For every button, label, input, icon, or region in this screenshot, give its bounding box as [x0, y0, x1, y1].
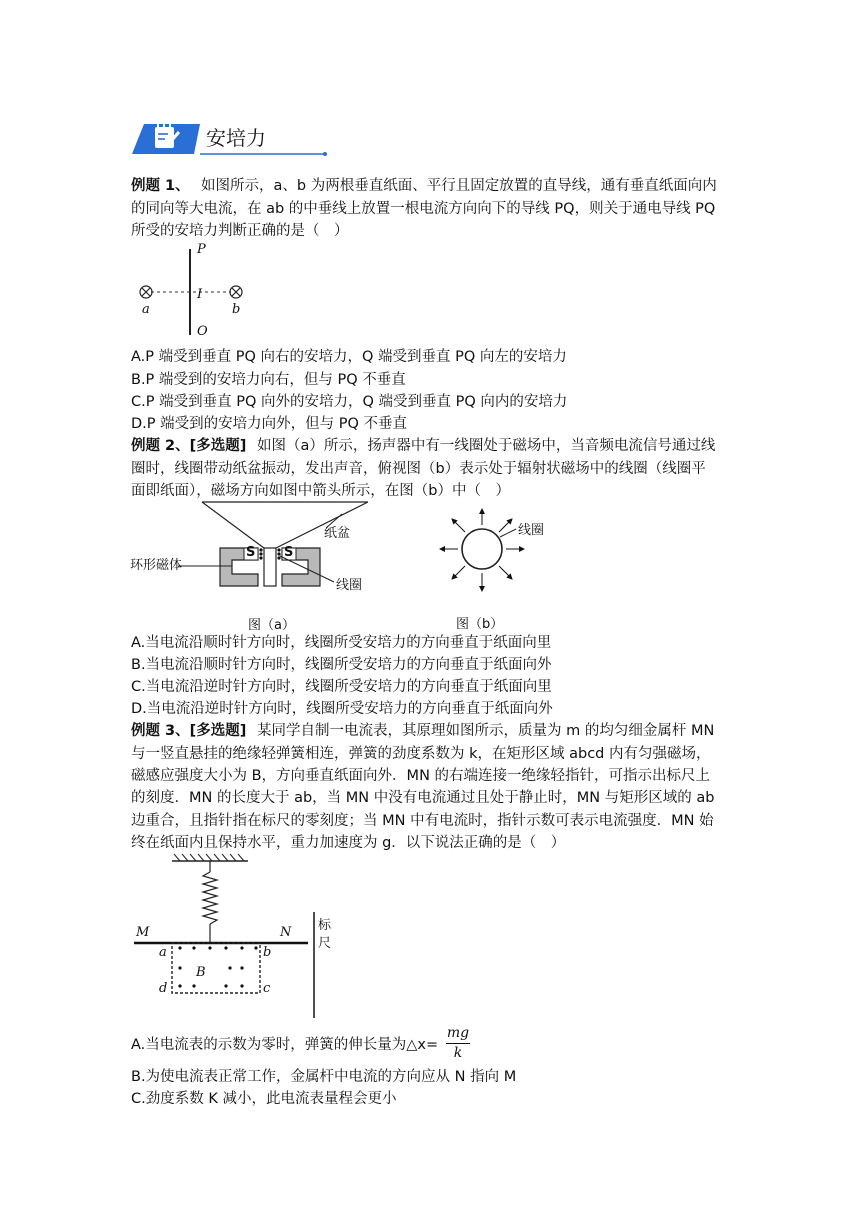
- section-title: 安培力: [206, 126, 266, 150]
- question-text-line: 磁感应强度大小为 B，方向垂直纸面向外．MN 的右端连接一绝缘轻指针，可指示出标尺上: [131, 768, 711, 784]
- q1-figure: [131, 242, 249, 340]
- fraction-denominator: k: [453, 1045, 463, 1061]
- point-p-label: P: [197, 242, 206, 257]
- question-text-line: 与一竖直悬挂的绝缘轻弹簧相连，弹簧的劲度系数为 k，在矩形区域 abcd 内有匀强磁场，: [131, 746, 711, 762]
- point-q-label: O: [197, 324, 208, 339]
- option-b[interactable]: B.P 端受到的安培力向右，但与 PQ 不垂直: [131, 372, 406, 388]
- question-label: 例题 3、[多选题]: [131, 723, 247, 739]
- option-c[interactable]: C.P 端受到垂直 PQ 向外的安培力，Q 端受到垂直 PQ 向内的安培力: [131, 394, 568, 410]
- q3-figure: [130, 852, 340, 1022]
- q2-figure-b: [430, 505, 580, 640]
- edit-note-icon: [152, 123, 182, 151]
- point-n-label: N: [280, 925, 292, 940]
- option-c[interactable]: C.当电流沿逆时针方向时，线圈所受安培力的方向垂直于纸面向里: [131, 679, 552, 695]
- wire-b-label: b: [232, 302, 241, 317]
- magnet-label: 环形磁体: [130, 558, 183, 573]
- option-d[interactable]: D.当电流沿逆时针方向时，线圈所受安培力的方向垂直于纸面向外: [131, 701, 553, 717]
- corner-b-label: b: [263, 945, 272, 960]
- question-text-line: 圈时，线圈带动纸盆振动，发出声音，俯视图（b）表示处于辐射状磁场中的线圈（线圈平: [131, 461, 706, 477]
- option-b[interactable]: B.当电流沿顺时针方向时，线圈所受安培力的方向垂直于纸面向外: [131, 657, 552, 673]
- current-i-label: I: [197, 287, 203, 302]
- option-b[interactable]: B.为使电流表正常工作，金属杆中电流的方向应从 N 指向 M: [131, 1069, 517, 1085]
- scale-label-1: 标: [318, 918, 332, 933]
- question-text-line: 如图所示，a、b 为两根垂直纸面、平行且固定放置的直导线，通有垂直纸面向内: [201, 178, 717, 194]
- figure-a-caption: 图（a）: [248, 618, 295, 633]
- question-text-line: 所受的安培力判断正确的是（ ）: [131, 223, 349, 239]
- coil-label: 线圈: [336, 578, 363, 593]
- cone-label: 纸盆: [324, 526, 351, 541]
- option-a-text: A.当电流表的示数为零时，弹簧的伸长量为△x=: [131, 1037, 439, 1053]
- magnet-s-right: S: [284, 545, 294, 560]
- question-label: 例题 2、[多选题]: [131, 438, 247, 454]
- question-text-line: 面即纸面），磁场方向如图中箭头所示，在图（b）中（ ）: [131, 483, 510, 499]
- wire-a-label: a: [142, 302, 150, 317]
- field-b-label: B: [196, 965, 206, 980]
- figure-b-caption: 图（b）: [456, 617, 504, 632]
- magnet-s-left: S: [246, 545, 256, 560]
- fraction-bar: [446, 1043, 470, 1044]
- question-text-line: 的刻度．MN 的长度大于 ab，当 MN 中没有电流通过且处于静止时，MN 与矩形区域的 ab: [131, 790, 715, 806]
- option-a[interactable]: A.P 端受到垂直 PQ 向右的安培力，Q 端受到垂直 PQ 向左的安培力: [131, 349, 567, 365]
- question-text-line: 如图（a）所示，扬声器中有一线圈处于磁场中，当音频电流信号通过线: [257, 438, 716, 454]
- point-m-label: M: [136, 925, 150, 940]
- question-text-line: 终在纸面内且保持水平，重力加速度为 g．以下说法正确的是（ ）: [131, 835, 566, 851]
- question-text-line: 某同学自制一电流表，其原理如图所示，质量为 m 的均匀细金属杆 MN: [257, 723, 715, 739]
- question-label: 例题 1、: [131, 178, 190, 194]
- question-text-line: 边重合，且指针指在标尺的零刻度；当 MN 中有电流时，指针示数可表示电流强度．MN 始: [131, 813, 714, 829]
- option-c[interactable]: C.劲度系数 K 减小，此电流表量程会更小: [131, 1091, 397, 1107]
- corner-a-label: a: [159, 945, 167, 960]
- q2-figure-a: [128, 500, 368, 640]
- corner-c-label: c: [263, 981, 271, 996]
- option-a[interactable]: A.当电流沿顺时针方向时，线圈所受安培力的方向垂直于纸面向里: [131, 635, 552, 651]
- option-d[interactable]: D.P 端受到的安培力向外，但与 PQ 不垂直: [131, 416, 408, 432]
- scale-label-2: 尺: [318, 936, 332, 951]
- question-text-line: 的同向等大电流，在 ab 的中垂线上放置一根电流方向向下的导线 PQ，则关于通电导线 PQ: [131, 201, 716, 217]
- coil-label: 线圈: [518, 523, 545, 538]
- fraction-numerator: mg: [446, 1025, 470, 1041]
- corner-d-label: d: [159, 981, 168, 996]
